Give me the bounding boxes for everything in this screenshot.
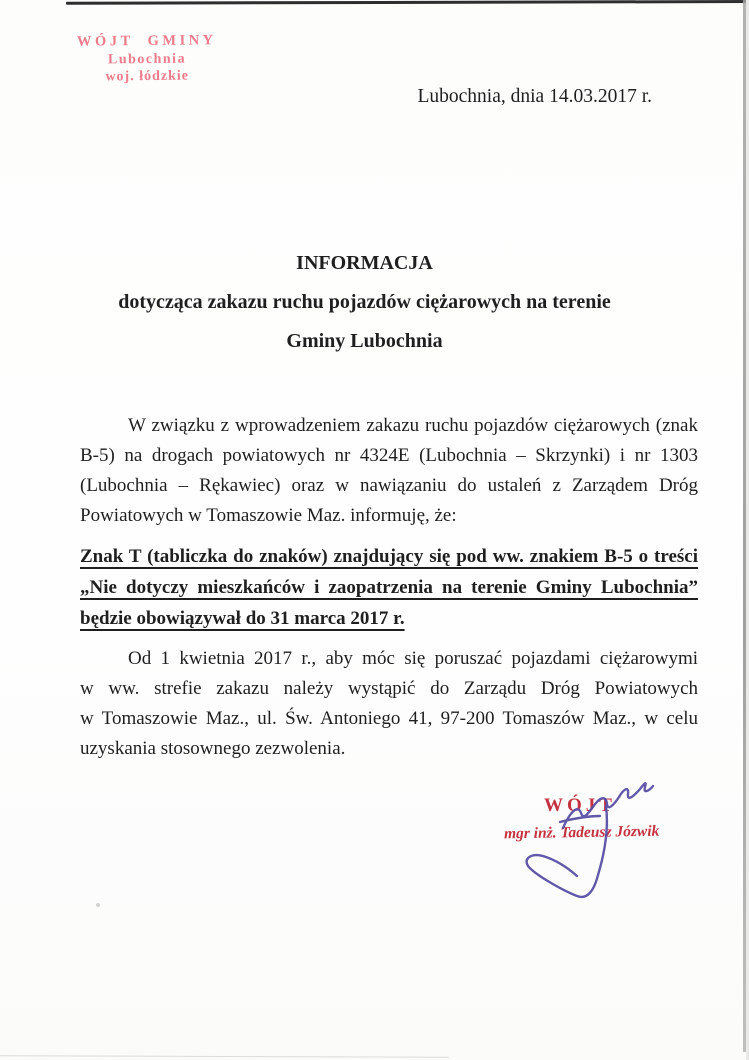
body-line: (Lubochnia – Rękawiec) oraz w nawiązaniu do ustaleń z Zarządem Dróg [80,475,698,496]
scan-edge-bottom [0,1055,449,1058]
sender-stamp [72,32,223,86]
paragraph-key-information [80,541,698,634]
document-title-entity: Gminy Lubochnia [286,330,443,352]
signature-block [440,770,680,900]
scan-edge-right [743,0,746,1052]
sender-stamp-voivodeship: woj. łódzkie [105,68,190,85]
body-line: B-5) na drogach powiatowych nr 4324E (Lubochnia – Skrzynki) i nr 1303 [80,445,698,466]
body-line: Powiatowych w Tomaszowie Maz. informuję, że: [80,505,457,526]
letter-body [80,411,698,764]
paragraph-instructions [80,644,698,764]
signature-stamp-title: WÓJT [544,795,616,816]
body-line: Znak T (tabliczka do znaków) znajdujący się pod ww. znakiem B-5 o treści [80,546,698,567]
body-line: „Nie dotyczy mieszkańców i zaopatrzenia na terenie Gminy Lubochnia” [80,577,698,598]
date-line: Lubochnia, dnia 14.03.2017 r. [417,86,652,107]
body-line: W związku z wprowadzeniem zakazu ruchu pojazdów ciężarowych (znak [128,415,698,436]
sender-stamp-office: WÓJT GMINY [76,32,217,50]
paragraph-intro [80,411,698,531]
document-title-main: INFORMACJA [296,252,433,274]
body-line: w ww. strefie zakazu należy wystąpić do Zarządu Dróg Powiatowych [80,678,698,699]
body-line: będzie obowiązywał do 31 marca 2017 r. [80,608,405,629]
body-line: w Tomaszowie Maz., ul. Św. Antoniego 41, 97-200 Tomaszów Maz., w celu [80,708,698,729]
signature-stamp-name: mgr inż. Tadeusz Józwik [503,822,660,843]
handwritten-signature [440,770,680,900]
scan-speck [96,903,100,907]
document-title-subject: dotycząca zakazu ruchu pojazdów ciężarowych na terenie [118,291,611,313]
body-line: Od 1 kwietnia 2017 r., aby móc się poruszać pojazdami ciężarowymi [128,648,698,669]
scan-edge-top [66,0,749,5]
body-line: uzyskania stosownego zezwolenia. [80,738,346,759]
document-title [40,244,689,361]
sender-stamp-locality: Lubochnia [107,51,187,67]
